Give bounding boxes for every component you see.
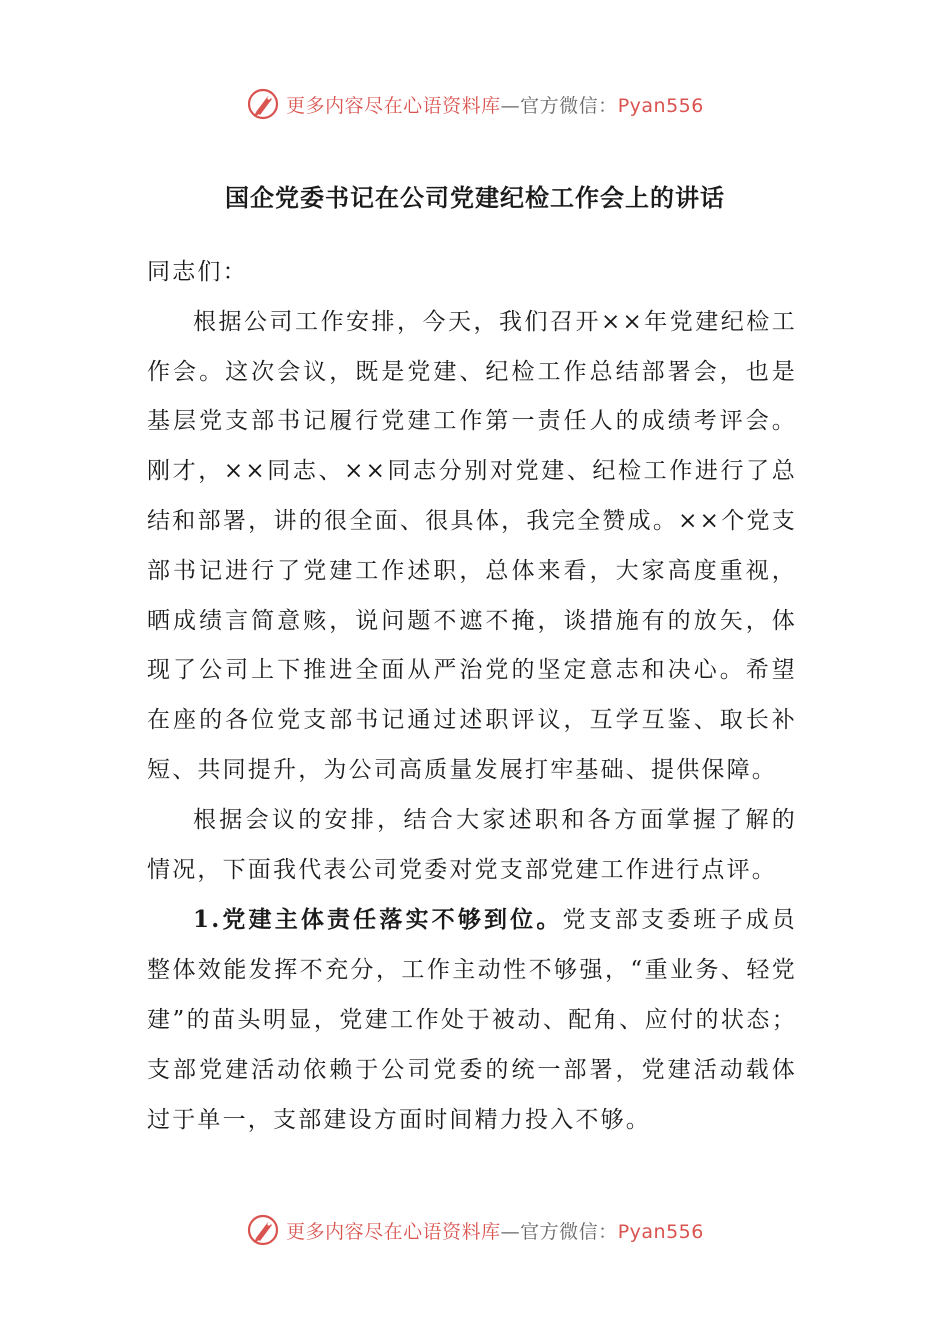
watermark-text (286, 1217, 704, 1244)
watermark-header (0, 84, 950, 124)
point-1 (147, 895, 797, 1145)
paragraph-1: 根据公司工作安排，今天，我们召开××年党建纪检工作会。这次会议，既是党建、纪检工作总结部署会，也是基层党支部书记履行党建工作第一责任人的成绩考评会。刚才，××同志、××同志分别对党建、纪检工作进行了总结和部署，讲的很全面、很具体，我完全赞成。××个党支部书记进行了党建工作述职，总体来看，大家高度重视，晒成绩言简意赅，说问题不遮不掩，谈措施有的放矢，体现了公司上下推进全面从严治党的坚定意志和决心。希望在座的各位党支部书记通过述职评议，互学互鉴、取长补短、共同提升，为公司高质量发展打牢基础、提供保障。 (147, 308, 797, 783)
watermark-text (286, 91, 704, 118)
point-1-lead: 1.党建主体责任落实不够到位。 (193, 906, 563, 934)
point-1-body: 党支部支委班子成员整体效能发挥不充分，工作主动性不够强，“重业务、轻党建”的苗头明显，党建工作处于被动、配角、应付的状态；支部党建活动依赖于公司党委的统一部署，党建活动载体过于单一，支部建设方面时间精力投入不够。 (147, 907, 797, 1133)
paragraph-2: 根据会议的安排，结合大家述职和各方面掌握了解的情况，下面我代表公司党委对党支部党建工作进行点评。 (147, 806, 797, 883)
watermark-prefix: 更多内容尽在心语资料库 (286, 94, 501, 117)
watermark-rest: 官方微信： (520, 1220, 618, 1243)
salutation: 同志们： (147, 259, 248, 285)
watermark-id: Pyan556 (617, 1220, 704, 1243)
pen-nib-logo (246, 1213, 280, 1247)
watermark-dash: — (500, 94, 521, 117)
watermark-id: Pyan556 (617, 94, 704, 117)
watermark-footer (0, 1210, 950, 1250)
pen-nib-logo (246, 87, 280, 121)
document-title: 国企党委书记在公司党建纪检工作会上的讲话 (225, 183, 725, 212)
watermark-dash: — (500, 1220, 521, 1243)
watermark-prefix: 更多内容尽在心语资料库 (286, 1220, 501, 1243)
document-body (147, 248, 797, 1145)
watermark-rest: 官方微信： (520, 94, 618, 117)
